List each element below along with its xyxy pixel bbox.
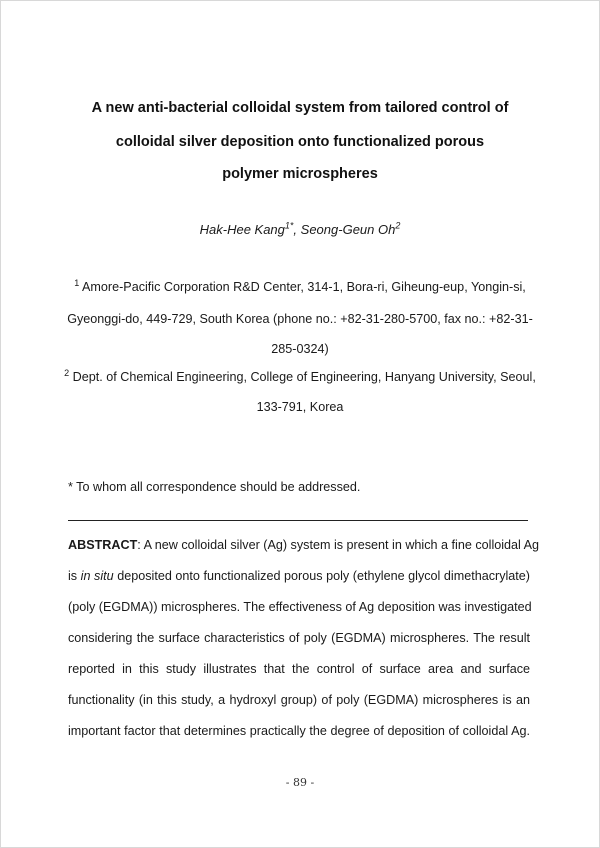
affiliation-2-line-2: 133-791, Korea: [256, 400, 344, 414]
author-superscript: 1*: [284, 220, 294, 231]
author-name: Seong-Geun Oh: [300, 222, 396, 237]
affiliation-1-line-3: 285-0324): [271, 342, 329, 356]
affiliation-marker: 1: [74, 277, 80, 288]
abstract-label: ABSTRACT: [68, 538, 138, 552]
abstract-line: functionality (in this study, a hydroxyl group) of poly (EGDMA) microspheres is an: [68, 693, 530, 707]
abstract-line: (poly (EGDMA)) microspheres. The effectiveness of Ag deposition was investigated: [68, 600, 532, 614]
affiliation-marker: 2: [64, 367, 70, 378]
horizontal-rule: [68, 520, 528, 521]
title-line-3: polymer microspheres: [222, 166, 378, 182]
title-line-1: A new anti-bacterial colloidal system from tailored control of: [91, 100, 509, 116]
abstract-line: reported in this study illustrates that the control of surface area and surface: [68, 662, 530, 676]
correspondence-note: * To whom all correspondence should be addressed.: [68, 480, 361, 494]
affiliation-1-line-2: Gyeonggi-do, 449-729, South Korea (phone no.: +82-31-280-5700, fax no.: +82-31-: [67, 312, 533, 326]
title-line-2: colloidal silver deposition onto functionalized porous: [115, 134, 485, 150]
italic-term: in situ: [80, 569, 114, 583]
author-separator: ,: [293, 222, 301, 237]
abstract-line: important factor that determines practically the degree of deposition of colloidal Ag.: [68, 724, 530, 738]
abstract-line: is in situ deposited onto functionalized porous poly (ethylene glycol dimethacrylate): [68, 569, 531, 583]
abstract-line: considering the surface characteristics of poly (EGDMA) microspheres. The result: [68, 631, 530, 645]
author-superscript: 2: [395, 220, 401, 231]
page-number: - 89 -: [285, 776, 315, 789]
author-name: Hak-Hee Kang: [199, 222, 285, 237]
abstract-line: ABSTRACT: A new colloidal silver (Ag) system is present in which a fine colloidal Ag: [68, 538, 540, 552]
affiliation-1-line-1: $^1$ Amore-Pacific Corporation R&D Center, 314-1, Bora-ri, Giheung-eup, Yongin-si,: [74, 277, 526, 294]
author-list: [0, 222, 600, 237]
affiliation-2-line-1: $^2$ Dept. of Chemical Engineering, College of Engineering, Hanyang University, Seoul,: [64, 367, 536, 384]
